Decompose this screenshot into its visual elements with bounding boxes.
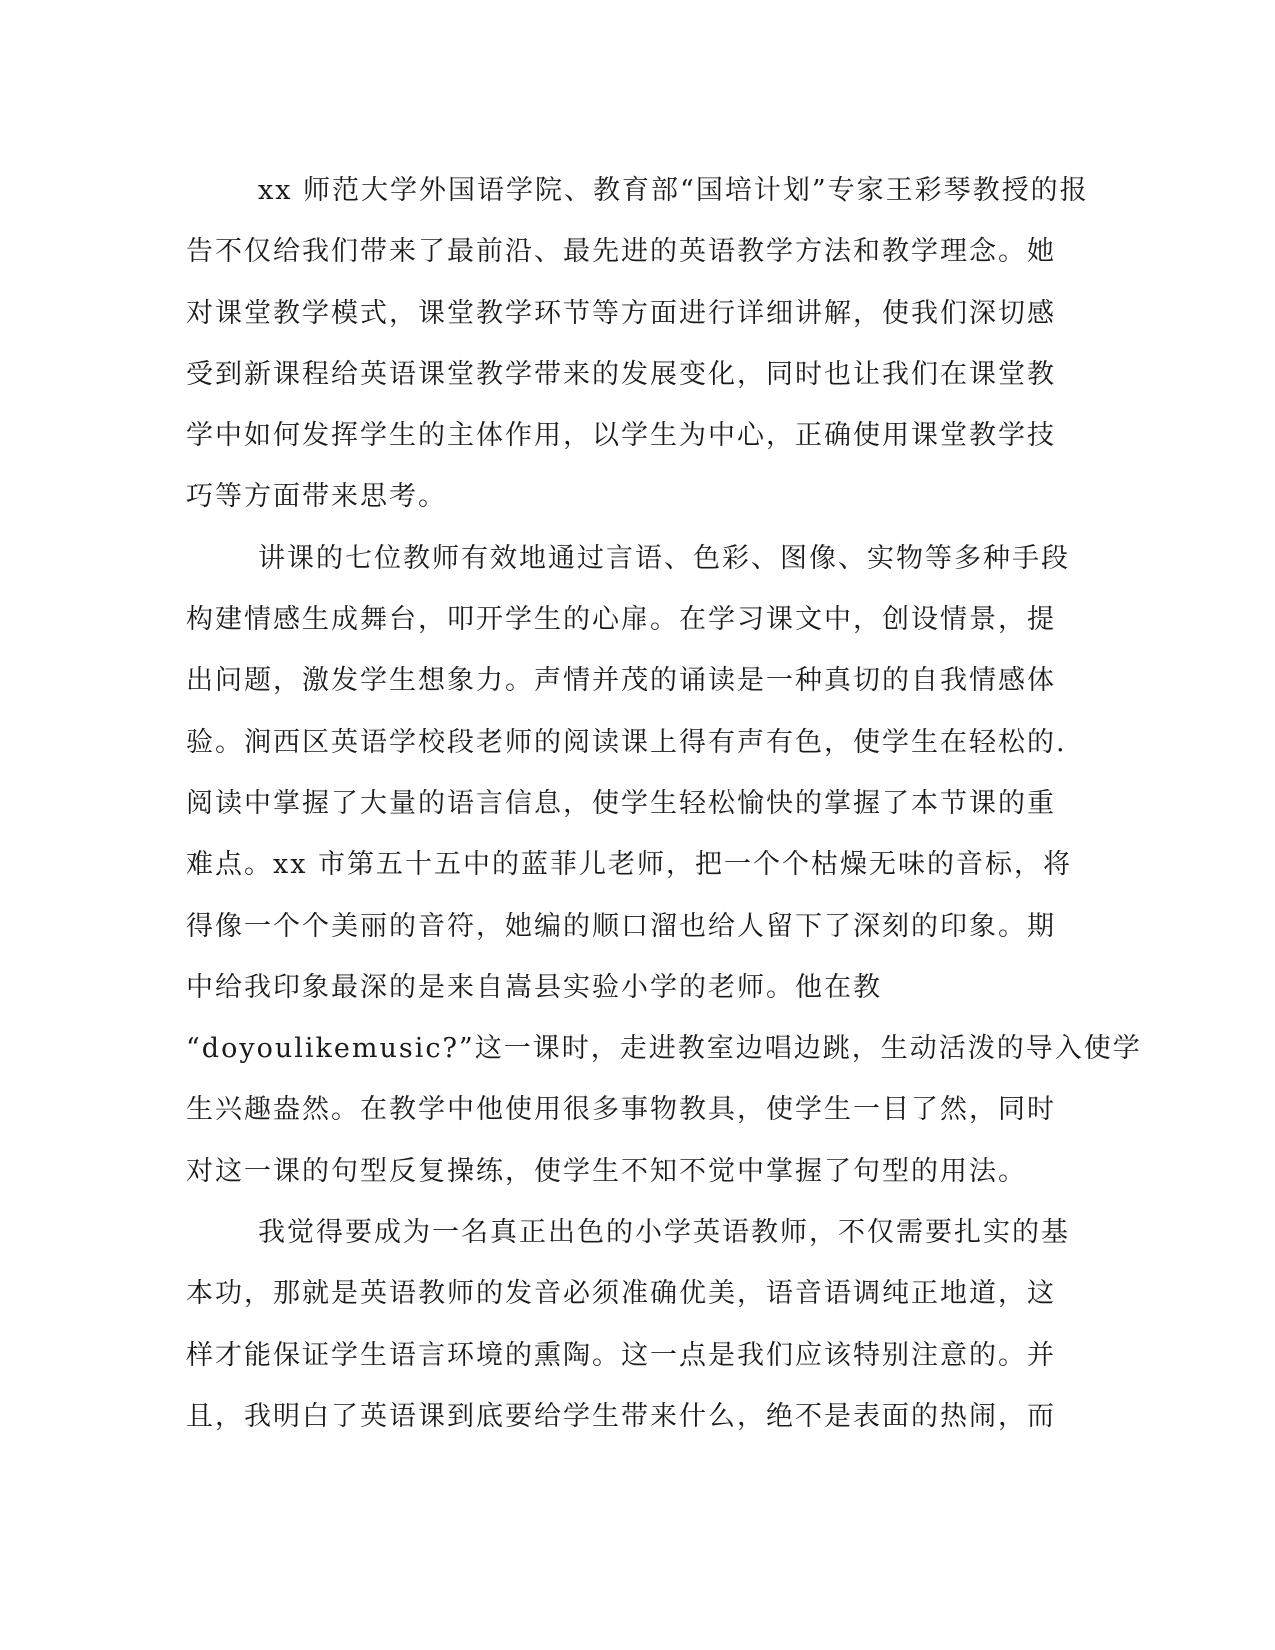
text-line: 我觉得要成为一名真正出色的小学英语教师，不仅需要扎实的基 bbox=[258, 1217, 1070, 1249]
text-line: 受到新课程给英语课堂教学带来的发展变化，同时也让我们在课堂教 bbox=[186, 358, 1056, 390]
text-line: 难点。xx 市第五十五中的蓝菲儿老师，把一个个枯燥无味的音标，将 bbox=[186, 849, 1073, 881]
text-line: 验。涧西区英语学校段老师的阅读课上得有声有色，使学生在轻松的. bbox=[186, 726, 1067, 758]
text-line: 构建情感生成舞台，叩开学生的心扉。在学习课文中，创设情景，提 bbox=[186, 604, 1056, 636]
paragraph bbox=[186, 160, 1089, 528]
text-line: 告不仅给我们带来了最前沿、最先进的英语教学方法和教学理念。她 bbox=[186, 236, 1056, 268]
text-line: 且，我明白了英语课到底要给学生带来什么，绝不是表面的热闹，而 bbox=[186, 1400, 1056, 1432]
text-line: 中给我印象最深的是来自嵩县实验小学的老师。他在教 bbox=[186, 971, 882, 1003]
paragraph bbox=[186, 528, 1142, 1202]
text-line: xx 师范大学外国语学院、教育部“国培计划”专家王彩琴教授的报 bbox=[258, 175, 1089, 206]
text-line: 对课堂教学模式，课堂教学环节等方面进行详细讲解，使我们深切感 bbox=[186, 297, 1056, 329]
text-line: 对这一课的句型反复操练，使学生不知不觉中掌握了句型的用法。 bbox=[186, 1155, 1027, 1187]
paragraph bbox=[186, 1202, 1070, 1447]
text-line: 生兴趣盎然。在教学中他使用很多事物教具，使学生一目了然，同时 bbox=[186, 1094, 1056, 1126]
text-line: 讲课的七位教师有效地通过言语、色彩、图像、实物等多种手段 bbox=[258, 542, 1070, 574]
text-line: 出问题，激发学生想象力。声情并茂的诵读是一种真切的自我情感体 bbox=[186, 665, 1056, 697]
text-line: “doyoulikemusic?”这一课时，走进教室边唱边跳，生动活泼的导入使学 bbox=[186, 1033, 1142, 1065]
text-line: 巧等方面带来思考。 bbox=[186, 481, 447, 513]
text-line: 学中如何发挥学生的主体作用，以学生为中心，正确使用课堂教学技 bbox=[186, 420, 1056, 452]
document-body bbox=[186, 160, 1142, 1447]
text-line: 样才能保证学生语言环境的熏陶。这一点是我们应该特别注意的。并 bbox=[186, 1339, 1056, 1371]
text-line: 本功，那就是英语教师的发音必须准确优美，语音语调纯正地道，这 bbox=[186, 1278, 1056, 1310]
text-line: 阅读中掌握了大量的语言信息，使学生轻松愉快的掌握了本节课的重 bbox=[186, 787, 1056, 819]
text-line: 得像一个个美丽的音符，她编的顺口溜也给人留下了深刻的印象。期 bbox=[186, 910, 1056, 942]
